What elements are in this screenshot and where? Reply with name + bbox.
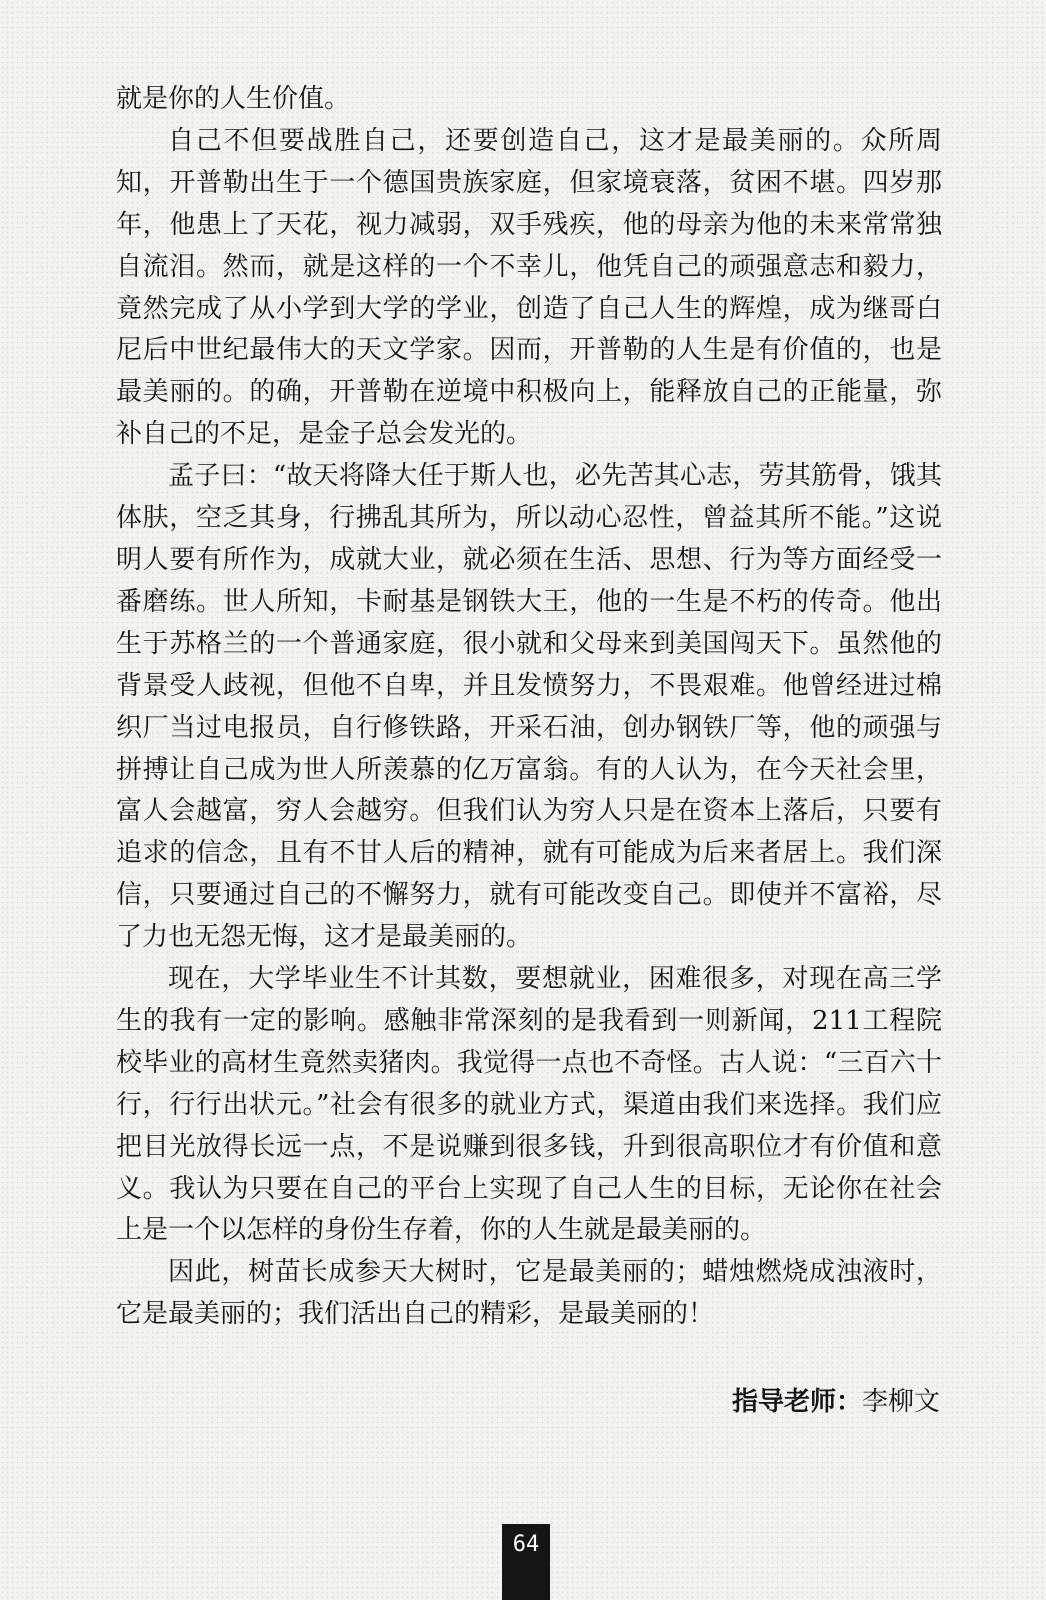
advisor-signature bbox=[732, 1382, 940, 1422]
advisor-name: 李柳文 bbox=[861, 1387, 940, 1417]
paragraph-kepler: 自己不但要战胜自己，还要创造自己，这才是最美丽的。众所周知，开普勒出生于一个德国贵族家庭，但家境衰落，贫困不堪。四岁那年，他患上了天花，视力减弱，双手残疾，他的母亲为他的未来常常独自流泪。然而，就是这样的一个不幸儿，他凭自己的顽强意志和毅力，竟然完成了从小学到大学的学业，创造了自己人生的辉煌，成为继哥白尼后中世纪最伟大的天文学家。因而，开普勒的人生是有价值的，也是最美丽的。的确，开普勒在逆境中积极向上，能释放自己的正能量，弥补自己的不足，是金子总会发光的。 bbox=[116, 125, 942, 450]
paragraph-mencius-carnegie: 孟子曰：“故天将降大任于斯人也，必先苦其心志，劳其筋骨，饿其体肤，空乏其身，行拂乱其所为，所以动心忍性，曾益其所不能。”这说明人要有所作为，成就大业，就必须在生活、思想、行为等方面经受一番磨练。世人所知，卡耐基是钢铁大王，他的一生是不朽的传奇。他出生于苏格兰的一个普通家庭，很小就和父母来到美国闯天下。虽然他的背景受人歧视，但他不自卑，并且发愤努力，不畏艰难。他曾经进过棉织厂当过电报员，自行修铁路，开采石油，创办钢铁厂等，他的顽强与拼搏让自己成为世人所羡慕的亿万富翁。有的人认为，在今天社会里，富人会越富，穷人会越穷。但我们认为穷人只是在资本上落后，只要有追求的信念，且有不甘人后的精神，就有可能成为后来者居上。我们深信，只要通过自己的不懈努力，就有可能改变自己。即使并不富裕，尽了力也无怨无悔，这才是最美丽的。 bbox=[116, 461, 942, 953]
essay-body bbox=[116, 79, 942, 1336]
paragraph-continuation: 就是你的人生价值。 bbox=[116, 84, 351, 114]
page-number: 64 bbox=[502, 1524, 550, 1600]
paragraph-graduates: 现在，大学毕业生不计其数，要想就业，困难很多，对现在高三学生的我有一定的影响。感触非常深刻的是我看到一则新闻，211工程院校毕业的高材生竟然卖猪肉。我觉得一点也不奇怪。古人说：“三百六十行，行行出状元。”社会有很多的就业方式，渠道由我们来选择。我们应把目光放得长远一点，不是说赚到很多钱，升到很高职位才有价值和意义。我认为只要在自己的平台上实现了自己人生的目标，无论你在社会上是一个以怎样的身份生存着，你的人生就是最美丽的。 bbox=[116, 964, 942, 1246]
advisor-label: 指导老师： bbox=[731, 1387, 862, 1417]
paragraph-conclusion: 因此，树苗长成参天大树时，它是最美丽的；蜡烛燃烧成浊液时，它是最美丽的；我们活出自己的精彩，是最美丽的！ bbox=[116, 1257, 942, 1330]
